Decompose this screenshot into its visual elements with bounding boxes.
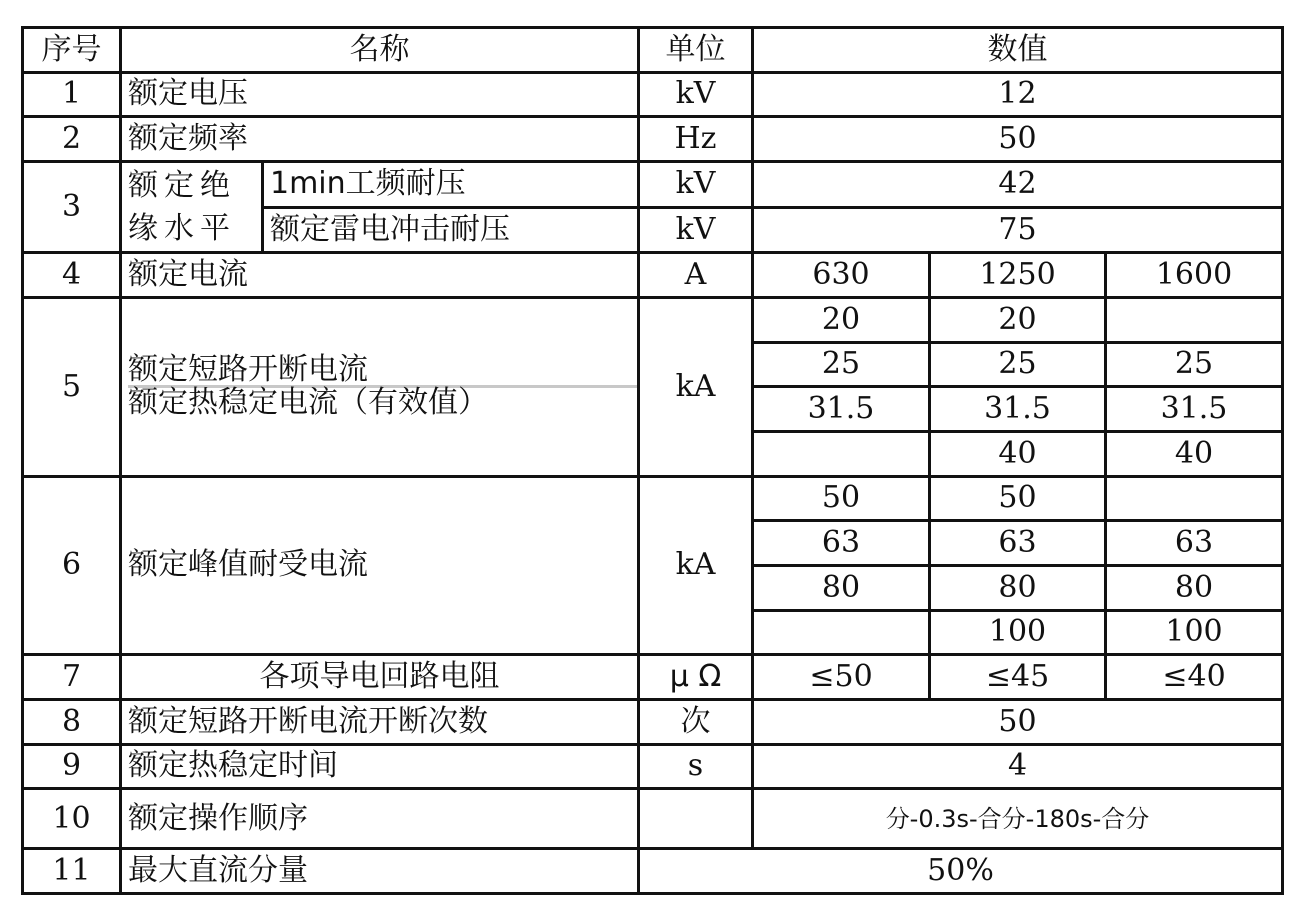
value-cell: [1106, 476, 1283, 521]
value-cell: 100: [930, 610, 1106, 655]
row-value: 50%: [639, 849, 1283, 894]
value-cell: 63: [753, 521, 930, 566]
value-cell: 25: [753, 342, 930, 387]
value-cell: 80: [753, 565, 930, 610]
row-unit: kA: [639, 297, 753, 476]
row-number: 5: [23, 297, 121, 476]
row-subname: 1min工频耐压: [263, 161, 639, 207]
value-cell: 25: [1106, 342, 1283, 387]
header-value: 数值: [753, 28, 1283, 73]
table-row: [23, 744, 1283, 789]
value-cell: 25: [930, 342, 1106, 387]
row-unit: kV: [639, 72, 753, 117]
value-cell: 100: [1106, 610, 1283, 655]
row-name: 额定操作顺序: [121, 789, 639, 849]
table-row: [23, 297, 1283, 342]
value-cell: 50: [930, 476, 1106, 521]
row-subname: 额定雷电冲击耐压: [263, 207, 639, 253]
row-value: 42: [753, 161, 1283, 207]
value-cell: 31.5: [930, 387, 1106, 432]
row-number: 9: [23, 744, 121, 789]
row-unit: kV: [639, 161, 753, 207]
row-name: 额定电压: [121, 72, 639, 117]
value-cell: ≤50: [753, 655, 930, 700]
row-number: 11: [23, 849, 121, 894]
row-name: 各项导电回路电阻: [121, 655, 639, 700]
header-name: 名称: [121, 28, 639, 73]
value-cell: 40: [1106, 431, 1283, 476]
value-cell: 40: [930, 431, 1106, 476]
row-unit: μ Ω: [639, 655, 753, 700]
row-number: 2: [23, 117, 121, 162]
value-cell: 80: [930, 565, 1106, 610]
table-row: [23, 72, 1283, 117]
row-number: 1: [23, 72, 121, 117]
row-unit: kA: [639, 476, 753, 655]
value-cell: 1250: [930, 253, 1106, 298]
row-value: 75: [753, 207, 1283, 253]
row-number: 3: [23, 161, 121, 252]
value-cell: 63: [1106, 521, 1283, 566]
row-name-line: 额定热稳定电流（有效值）: [128, 385, 488, 421]
table-row: [23, 117, 1283, 162]
table-row: [23, 161, 1283, 207]
row-value: 50: [753, 117, 1283, 162]
row-name: [121, 297, 639, 476]
header-row: [23, 28, 1283, 73]
value-cell: ≤45: [930, 655, 1106, 700]
value-cell: 20: [930, 297, 1106, 342]
table-row: [23, 849, 1283, 894]
row-number: 8: [23, 699, 121, 744]
value-cell: 50: [753, 476, 930, 521]
row-name: 额定频率: [121, 117, 639, 162]
value-cell: [753, 610, 930, 655]
row-name: 额定电流: [121, 253, 639, 298]
row-unit: 次: [639, 699, 753, 744]
value-cell: 1600: [1106, 253, 1283, 298]
row-value: 分-0.3s-合分-180s-合分: [753, 789, 1283, 849]
row-name: [121, 161, 263, 252]
table-row: [23, 699, 1283, 744]
row-name-line: 额定绝: [128, 167, 236, 203]
table-row: [23, 253, 1283, 298]
value-cell: 63: [930, 521, 1106, 566]
row-name-line: 缘水平: [128, 211, 236, 247]
value-cell: 80: [1106, 565, 1283, 610]
value-cell: [1106, 297, 1283, 342]
row-value: 12: [753, 72, 1283, 117]
value-cell: 31.5: [1106, 387, 1283, 432]
row-name: 额定热稳定时间: [121, 744, 639, 789]
value-cell: 630: [753, 253, 930, 298]
header-unit: 单位: [639, 28, 753, 73]
value-cell: 20: [753, 297, 930, 342]
row-number: 10: [23, 789, 121, 849]
table-row: [23, 789, 1283, 849]
row-name-line: 额定短路开断电流: [128, 355, 640, 388]
row-number: 4: [23, 253, 121, 298]
value-cell: 31.5: [753, 387, 930, 432]
table-row: [23, 655, 1283, 700]
table-row: [23, 476, 1283, 521]
value-cell: [753, 431, 930, 476]
row-unit: s: [639, 744, 753, 789]
row-unit: [639, 789, 753, 849]
row-name: 额定短路开断电流开断次数: [121, 699, 639, 744]
row-number: 7: [23, 655, 121, 700]
value-cell: ≤40: [1106, 655, 1283, 700]
row-number: 6: [23, 476, 121, 655]
row-name: 额定峰值耐受电流: [121, 476, 639, 655]
row-name: 最大直流分量: [121, 849, 639, 894]
spec-table: [21, 26, 1284, 895]
row-value: 4: [753, 744, 1283, 789]
row-value: 50: [753, 699, 1283, 744]
row-unit: kV: [639, 207, 753, 253]
header-no: 序号: [23, 28, 121, 73]
row-unit: Hz: [639, 117, 753, 162]
row-unit: A: [639, 253, 753, 298]
